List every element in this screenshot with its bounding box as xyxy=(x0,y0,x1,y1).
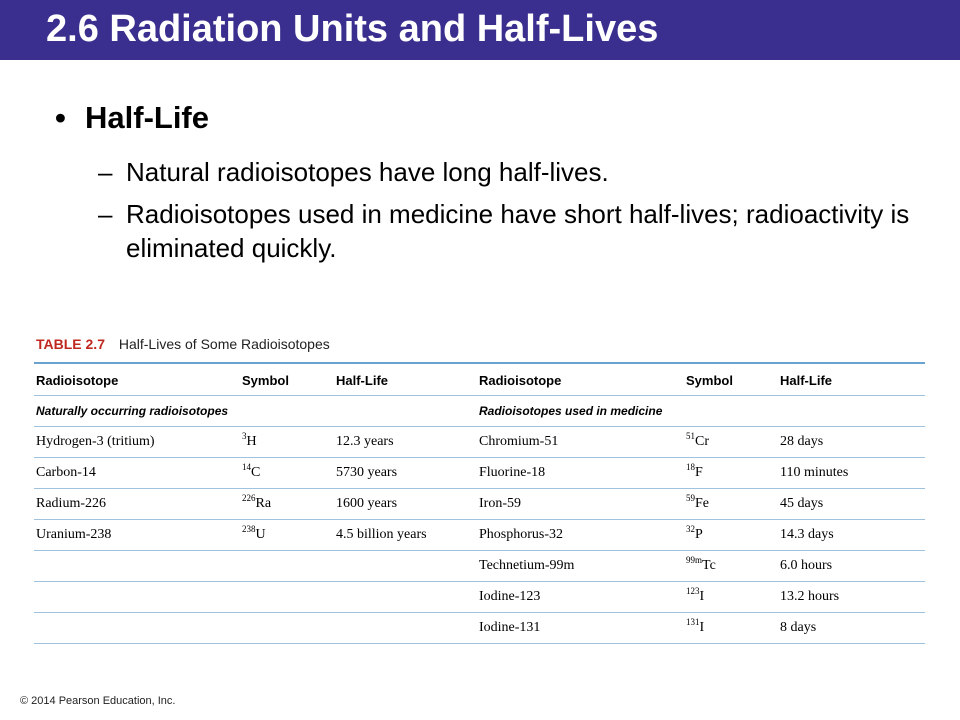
element-symbol: P xyxy=(695,527,703,542)
table-row xyxy=(34,427,925,458)
element-symbol: Cr xyxy=(695,434,709,449)
mass-number: 123 xyxy=(686,586,700,596)
mass-number: 226 xyxy=(242,493,256,503)
radioisotope-table xyxy=(34,365,925,644)
group-medicine: Radioisotopes used in medicine xyxy=(477,396,925,427)
isotope-name: Iron-59 xyxy=(477,489,684,520)
element-symbol: Fe xyxy=(695,496,709,511)
isotope-name: Fluorine-18 xyxy=(477,458,684,489)
element-symbol: I xyxy=(699,589,705,604)
mass-number: 18 xyxy=(686,462,695,472)
isotope-symbol xyxy=(240,520,334,551)
header-radioisotope: Radioisotope xyxy=(34,365,240,396)
isotope-half-life: 13.2 hours xyxy=(778,582,925,613)
mass-number: 131 xyxy=(686,617,700,627)
mass-number: 3 xyxy=(242,431,247,441)
main-bullet-text: Half-Life xyxy=(85,100,209,135)
table-row xyxy=(34,520,925,551)
isotope-name xyxy=(34,551,240,582)
isotope-name: Iodine-123 xyxy=(477,582,684,613)
header-half-life: Half-Life xyxy=(778,365,925,396)
isotope-half-life: 45 days xyxy=(778,489,925,520)
isotope-name: Radium-226 xyxy=(34,489,240,520)
isotope-symbol xyxy=(240,427,334,458)
mass-number: 51 xyxy=(686,431,695,441)
header-radioisotope: Radioisotope xyxy=(477,365,684,396)
element-symbol: H xyxy=(246,434,257,449)
isotope-half-life: 12.3 years xyxy=(334,427,477,458)
isotope-half-life xyxy=(334,613,477,644)
mass-number: 59 xyxy=(686,493,695,503)
table-label: TABLE 2.7 xyxy=(36,336,105,352)
isotope-name: Chromium-51 xyxy=(477,427,684,458)
isotope-name xyxy=(34,582,240,613)
sub-bullet-dash: – xyxy=(98,199,113,229)
header-symbol: Symbol xyxy=(684,365,778,396)
table-row xyxy=(34,551,925,582)
isotope-half-life: 8 days xyxy=(778,613,925,644)
isotope-name xyxy=(34,613,240,644)
isotope-half-life: 28 days xyxy=(778,427,925,458)
isotope-symbol xyxy=(240,582,334,613)
sub-bullet-dash: – xyxy=(98,157,113,187)
isotope-symbol xyxy=(684,489,778,520)
table-row xyxy=(34,489,925,520)
isotope-name: Carbon-14 xyxy=(34,458,240,489)
title-bar xyxy=(0,0,960,60)
mass-number: 99m xyxy=(686,555,703,565)
table-top-rule xyxy=(34,362,925,364)
element-symbol: F xyxy=(695,465,703,480)
table-group-row xyxy=(34,396,925,427)
bullet-dot: • xyxy=(55,100,66,135)
table-title: Half-Lives of Some Radioisotopes xyxy=(118,336,330,352)
isotope-symbol xyxy=(684,458,778,489)
isotope-symbol xyxy=(684,613,778,644)
isotope-symbol xyxy=(240,489,334,520)
isotope-symbol xyxy=(240,613,334,644)
isotope-name: Phosphorus-32 xyxy=(477,520,684,551)
mass-number: 238 xyxy=(242,524,256,534)
element-symbol: Tc xyxy=(702,558,716,573)
isotope-half-life: 4.5 billion years xyxy=(334,520,477,551)
table-row xyxy=(34,613,925,644)
isotope-symbol xyxy=(684,582,778,613)
mass-number: 14 xyxy=(242,462,251,472)
isotope-half-life: 110 minutes xyxy=(778,458,925,489)
isotope-half-life: 6.0 hours xyxy=(778,551,925,582)
isotope-symbol xyxy=(684,551,778,582)
table-row xyxy=(34,458,925,489)
group-natural: Naturally occurring radioisotopes xyxy=(34,396,477,427)
isotope-name: Hydrogen-3 (tritium) xyxy=(34,427,240,458)
table-caption xyxy=(36,336,330,352)
isotope-name: Uranium-238 xyxy=(34,520,240,551)
sub-bullet-text: Radioisotopes used in medicine have short half-lives; radioactivity is eliminated quickly. xyxy=(126,199,910,263)
slide-title: 2.6 Radiation Units and Half-Lives xyxy=(46,8,659,50)
isotope-half-life xyxy=(334,582,477,613)
isotope-half-life: 1600 years xyxy=(334,489,477,520)
mass-number: 32 xyxy=(686,524,695,534)
header-symbol: Symbol xyxy=(240,365,334,396)
element-symbol: Ra xyxy=(255,496,272,511)
isotope-symbol xyxy=(684,427,778,458)
copyright-notice: © 2014 Pearson Education, Inc. xyxy=(20,695,176,707)
isotope-symbol xyxy=(240,458,334,489)
isotope-symbol xyxy=(684,520,778,551)
isotope-half-life: 5730 years xyxy=(334,458,477,489)
header-half-life: Half-Life xyxy=(334,365,477,396)
isotope-half-life: 14.3 days xyxy=(778,520,925,551)
element-symbol: C xyxy=(251,465,261,480)
table-header-row xyxy=(34,365,925,396)
isotope-half-life xyxy=(334,551,477,582)
sub-bullet-text: Natural radioisotopes have long half-lives. xyxy=(126,157,609,187)
element-symbol: I xyxy=(699,620,705,635)
isotope-name: Technetium-99m xyxy=(477,551,684,582)
table-row xyxy=(34,582,925,613)
isotope-symbol xyxy=(240,551,334,582)
isotope-name: Iodine-131 xyxy=(477,613,684,644)
element-symbol: U xyxy=(255,527,266,542)
